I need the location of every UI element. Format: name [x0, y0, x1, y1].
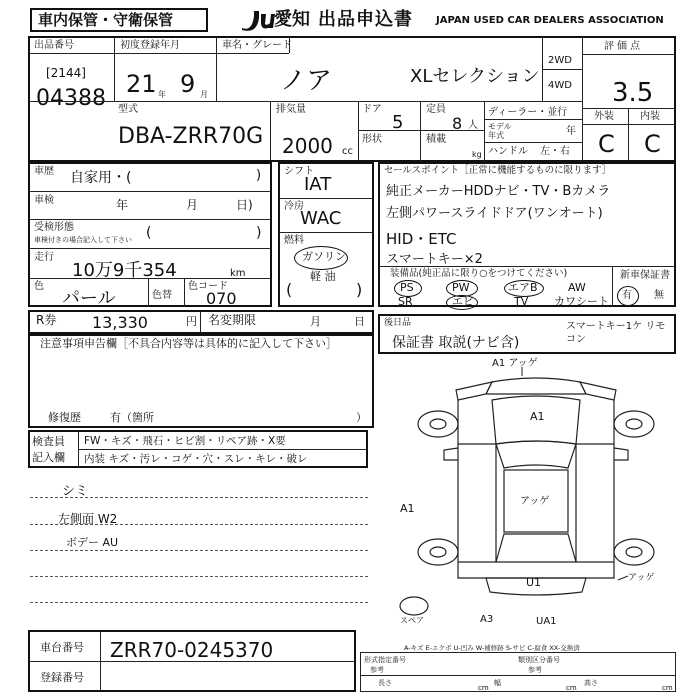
fuel-bracket-left: ( — [286, 280, 293, 299]
damage-mark-rear-glass: U1 — [526, 576, 542, 589]
height-unit: cm — [662, 684, 673, 692]
equip-tv: TV — [514, 295, 529, 308]
inspection-month: 月 — [186, 198, 199, 212]
warranty-no: 無 — [654, 290, 664, 301]
inspection-label: 車検 — [34, 195, 54, 206]
doors-value: 5 — [392, 112, 404, 133]
damage-mark-left-side: A1 — [400, 502, 415, 515]
capacity-label: 定員 — [426, 104, 446, 115]
remark-2: 左側面 W2 — [58, 512, 118, 526]
history-close: ) — [256, 168, 262, 183]
shape-label: 形状 — [362, 134, 382, 145]
car-name-label: 車名・グレード — [222, 40, 292, 51]
equip-pw: PW — [452, 281, 470, 294]
receive-label: 受検形態 — [34, 222, 74, 233]
aircon-label: 冷房 — [284, 201, 304, 212]
two-wd-option: 2WD — [548, 55, 572, 66]
damage-mark-roof: アッゲ — [520, 496, 550, 507]
load-unit: kg — [472, 150, 482, 159]
class-label: 類別区分番号 — [518, 656, 560, 664]
remark-1: シミ — [62, 484, 89, 499]
capacity-value: 8 — [452, 114, 463, 133]
spare-label: スペア — [400, 616, 424, 625]
selling-point-4: スマートキー×2 — [386, 252, 483, 267]
doors-label: ドア — [362, 104, 382, 115]
chassis-number: ZRR70-0245370 — [110, 638, 274, 662]
dealer-parallel-label: ディーラー・並行 — [488, 107, 568, 118]
damage-mark-right-rear: アッゲ — [628, 573, 655, 583]
car-damage-diagram — [396, 352, 676, 627]
receive-note: 車検付きの場合記入して下さい — [34, 236, 132, 244]
brand-prefecture: 愛知 — [274, 9, 310, 30]
displacement-value: 2000 — [282, 134, 333, 158]
equip-ps: PS — [400, 281, 414, 294]
equip-abs: エビ — [452, 295, 474, 308]
model-year-unit: 年 — [566, 126, 576, 137]
mileage-value: 10万9千354 — [72, 260, 177, 281]
fuel-gasoline: ガソリン — [302, 250, 346, 263]
damage-mark-front: A1 アッゲ — [492, 358, 538, 369]
width-label: 幅 — [494, 679, 501, 687]
color-code-label: 色コード — [188, 281, 228, 292]
handle-options: 左・右 — [540, 146, 570, 157]
registration-month-unit: 月 — [200, 90, 208, 99]
interior-label: 内装 — [640, 111, 660, 122]
name-change-month: 月 — [310, 315, 321, 328]
equipment-label: 装備品(純正品に限り○をつけてください) — [390, 268, 568, 279]
equip-sr: SR — [398, 295, 413, 308]
shift-label: シフト — [284, 166, 314, 177]
notes-label: 注意事項申告欄［不具合内容等は具体的に記入して下さい］ — [40, 337, 337, 350]
color-label: 色 — [34, 281, 44, 292]
inspector-interior-row: 内装 キズ・汚レ・コゲ・穴・スレ・キレ・破レ — [84, 453, 308, 465]
listing-number: 04388 — [36, 86, 106, 111]
fuel-diesel: 軽 油 — [310, 270, 336, 283]
color-change-label: 色替 — [152, 290, 172, 301]
mileage-label: 走行 — [34, 252, 54, 263]
color-value: パール — [62, 288, 116, 309]
registration-label: 初度登録年月 — [120, 40, 180, 51]
evaluation-label: 評価点 — [604, 41, 643, 52]
accessories-extra: スマートキー1ケ リモコン — [566, 321, 666, 345]
damage-code-legend: A-キズ E-エクボ U-凹み W-補修跡 S-サビ C-腐食 XX-交換済 — [404, 644, 580, 652]
equip-airbag: エアB — [508, 281, 538, 294]
height-label: 高さ — [584, 679, 598, 687]
selling-point-3: HID・ETC — [386, 230, 457, 248]
registration-year: 21 — [126, 70, 157, 98]
model-cert-label: 形式指定番号 — [364, 656, 406, 664]
chassis-label: 車台番号 — [40, 641, 84, 654]
recycle-value: 13,330 — [92, 313, 148, 332]
history-label: 車歴 — [34, 166, 54, 177]
mileage-unit: km — [230, 268, 246, 279]
history-value: 自家用・( — [70, 170, 132, 186]
inspector-exterior-row: FW・キズ・飛石・ヒビ割・リペア跡・X要 — [84, 435, 286, 447]
damage-mark-hood: A1 — [530, 410, 545, 423]
width-unit: cm — [566, 684, 577, 692]
length-unit: cm — [478, 684, 489, 692]
equip-leather: カワシート — [554, 295, 609, 308]
repair-history-label: 修復歴 — [48, 411, 81, 424]
fuel-bracket-right: ) — [356, 280, 363, 299]
interior-grade: C — [644, 130, 661, 158]
length-label: 長さ — [378, 679, 392, 687]
aircon-value: WAC — [300, 208, 342, 229]
recycle-label: R券 — [36, 313, 57, 327]
inspector-label: 検査員 — [32, 435, 65, 448]
class-ref: 参考 — [528, 666, 542, 674]
inspection-day: 日) — [236, 198, 253, 212]
model-year-label: モデル年式 — [488, 122, 512, 140]
load-label: 積載 — [426, 134, 446, 145]
model-code: DBA-ZRR70G — [118, 124, 264, 149]
shift-value: IAT — [304, 174, 332, 195]
displacement-unit: cc — [342, 146, 353, 157]
displacement-label: 排気量 — [276, 104, 306, 115]
ju-logo — [238, 8, 276, 32]
new-warranty-label: 新車保証書 — [620, 270, 670, 281]
equip-aw: AW — [568, 281, 586, 294]
repair-history-value: 有（箇所 — [110, 411, 154, 424]
accessories-label: 後日品 — [384, 318, 412, 328]
listing-number-label: 出品番号 — [34, 40, 74, 51]
recycle-block — [28, 310, 374, 334]
damage-mark-rear-bumper: A3 — [480, 614, 494, 625]
listing-bracket-number: [2144] — [46, 66, 86, 80]
selling-point-1: 純正メーカーHDDナビ・TV・Bカメラ — [386, 184, 611, 199]
capacity-unit: 人 — [468, 120, 478, 131]
warranty-yes: 有 — [622, 290, 632, 301]
damage-mark-rear-center: UA1 — [536, 616, 557, 627]
exterior-grade: C — [598, 130, 615, 158]
registration-year-unit: 年 — [158, 90, 166, 99]
registration-month: 9 — [180, 70, 196, 98]
registration-number-label: 登録番号 — [40, 671, 84, 684]
model-label: 型式 — [118, 104, 138, 115]
car-grade: XLセレクション — [410, 66, 540, 87]
name-change-day: 日 — [354, 315, 365, 328]
color-code-value: 070 — [206, 289, 237, 308]
accessories-value: 保証書 取説(ナビ含) — [392, 335, 520, 351]
repair-history-close: ） — [356, 411, 367, 424]
form-title: 出品申込書 — [318, 9, 413, 30]
car-name: ノア — [280, 66, 333, 96]
recycle-unit: 円 — [186, 315, 197, 328]
receive-close: ) — [256, 225, 262, 241]
name-change-label: 名変期限 — [208, 313, 257, 327]
ju-logo-mark — [238, 8, 276, 32]
inspection-year: 年 — [116, 198, 129, 212]
handle-label: ハンドル — [488, 146, 528, 157]
association-name: JAPAN USED CAR DEALERS ASSOCIATION — [436, 15, 664, 26]
exterior-label: 外装 — [594, 111, 614, 122]
storage-badge-text: 車内保管・守衛保管 — [38, 11, 174, 29]
model-cert-ref: 参考 — [370, 666, 384, 674]
fuel-label: 燃料 — [284, 235, 304, 246]
selling-point-2: 左側パワースライドドア(ワンオート) — [386, 206, 603, 221]
four-wd-option: 4WD — [548, 80, 572, 91]
inspector-label-2: 記入欄 — [32, 451, 65, 464]
receive-open: ( — [146, 225, 152, 241]
selling-points-label: セールスポイント［正常に機能するものに限ります］ — [384, 165, 612, 176]
remark-3: ボデー AU — [66, 536, 119, 549]
evaluation-score: 3.5 — [612, 78, 654, 108]
